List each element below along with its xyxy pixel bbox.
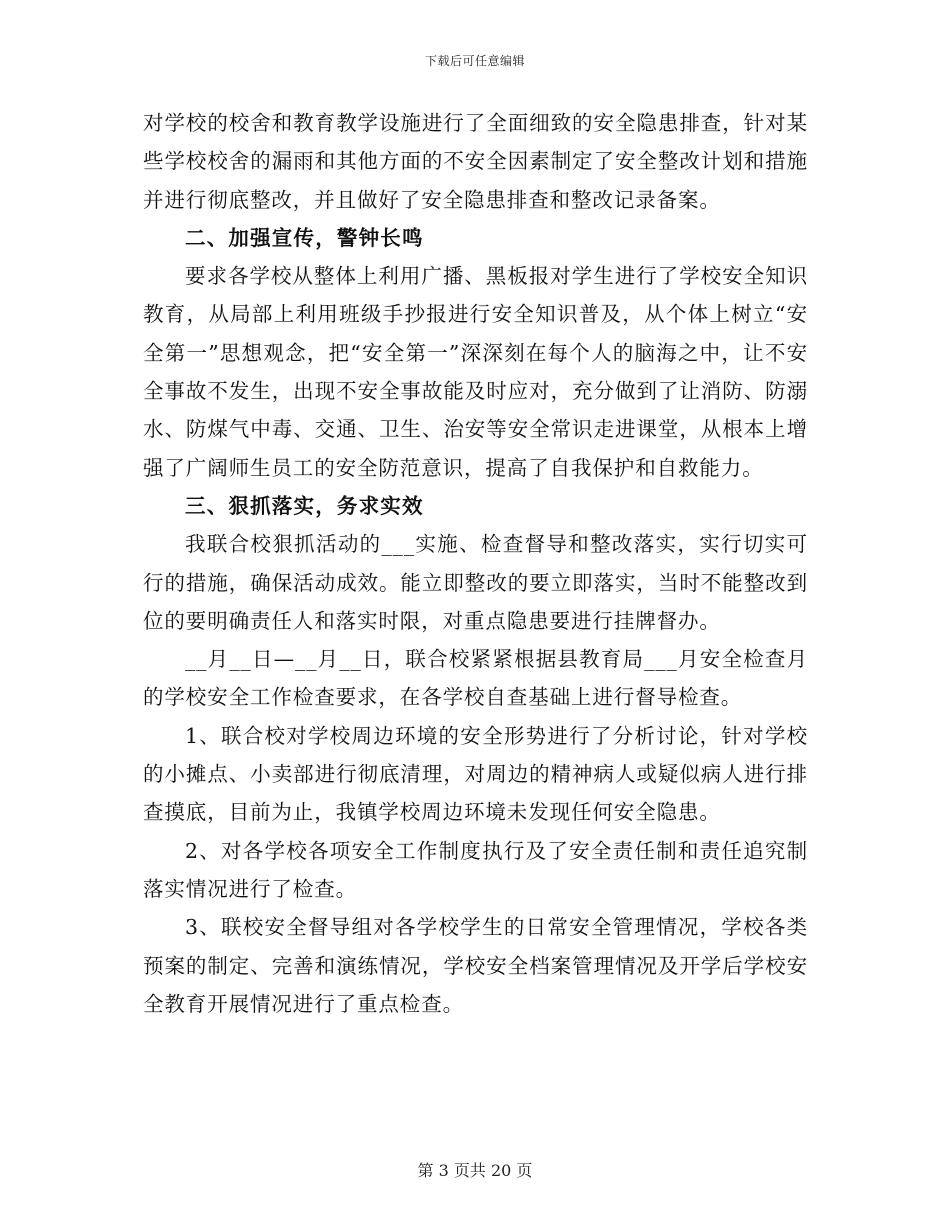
- paragraph-inspection-dates: __月__日—__月__日，联合校紧紧根据县教育局___月安全检查月的学校安全工作检查要求，在各学校自查基础上进行督导检查。: [143, 647, 808, 710]
- paragraph-implementation: 我联合校狠抓活动的___实施、检查督导和整改落实，实行切实可行的措施，确保活动成效。能立即整改的要立即落实，当时不能整改到位的要明确责任人和落实时限，对重点隐患要进行挂牌督办。: [143, 532, 808, 633]
- list-item-3: 3、联校安全督导组对各学校学生的日常安全管理情况，学校各类预案的制定、完善和演练情况，学校安全档案管理情况及开学后学校安全教育开展情况进行了重点检查。: [143, 915, 808, 1016]
- list-item-2: 2、对各学校各项安全工作制度执行及了安全责任制和责任追究制落实情况进行了检查。: [143, 838, 808, 901]
- page-header: 下载后可任意编辑: [424, 54, 525, 68]
- page-footer: 第 3 页共 20 页: [417, 1161, 533, 1180]
- section-heading-3: 三、狠抓落实，务求实效: [185, 493, 424, 518]
- section-heading-2: 二、加强宣传，警钟长鸣: [185, 225, 424, 250]
- list-item-1: 1、联合校对学校周边环境的安全形势进行了分析讨论，针对学校的小摊点、小卖部进行彻底清理，对周边的精神病人或疑似病人进行排查摸底，目前为止，我镇学校周边环境未发现任何安全隐患。: [143, 723, 808, 825]
- paragraph-publicity: 要求各学校从整体上利用广播、黑板报对学生进行了学校安全知识教育，从局部上利用班级手抄报进行安全知识普及，从个体上树立“安全第一”思想观念，把“安全第一”深深刻在每个人的脑海之中，让不安全事故不发生，出现不安全事故能及时应对，充分做到了让消防、防溺水、防煤气中毒、交通、卫生、治安等安全常识走进课堂，从根本上增强了广阔师生员工的安全防范意识，提高了自我保护和自救能力。: [143, 264, 808, 480]
- document-body: [143, 104, 808, 1023]
- paragraph-continued: 对学校的校舍和教育教学设施进行了全面细致的安全隐患排查，针对某些学校校舍的漏雨和其他方面的不安全因素制定了安全整改计划和措施并进行彻底整改，并且做好了安全隐患排查和整改记录备案。: [143, 111, 808, 212]
